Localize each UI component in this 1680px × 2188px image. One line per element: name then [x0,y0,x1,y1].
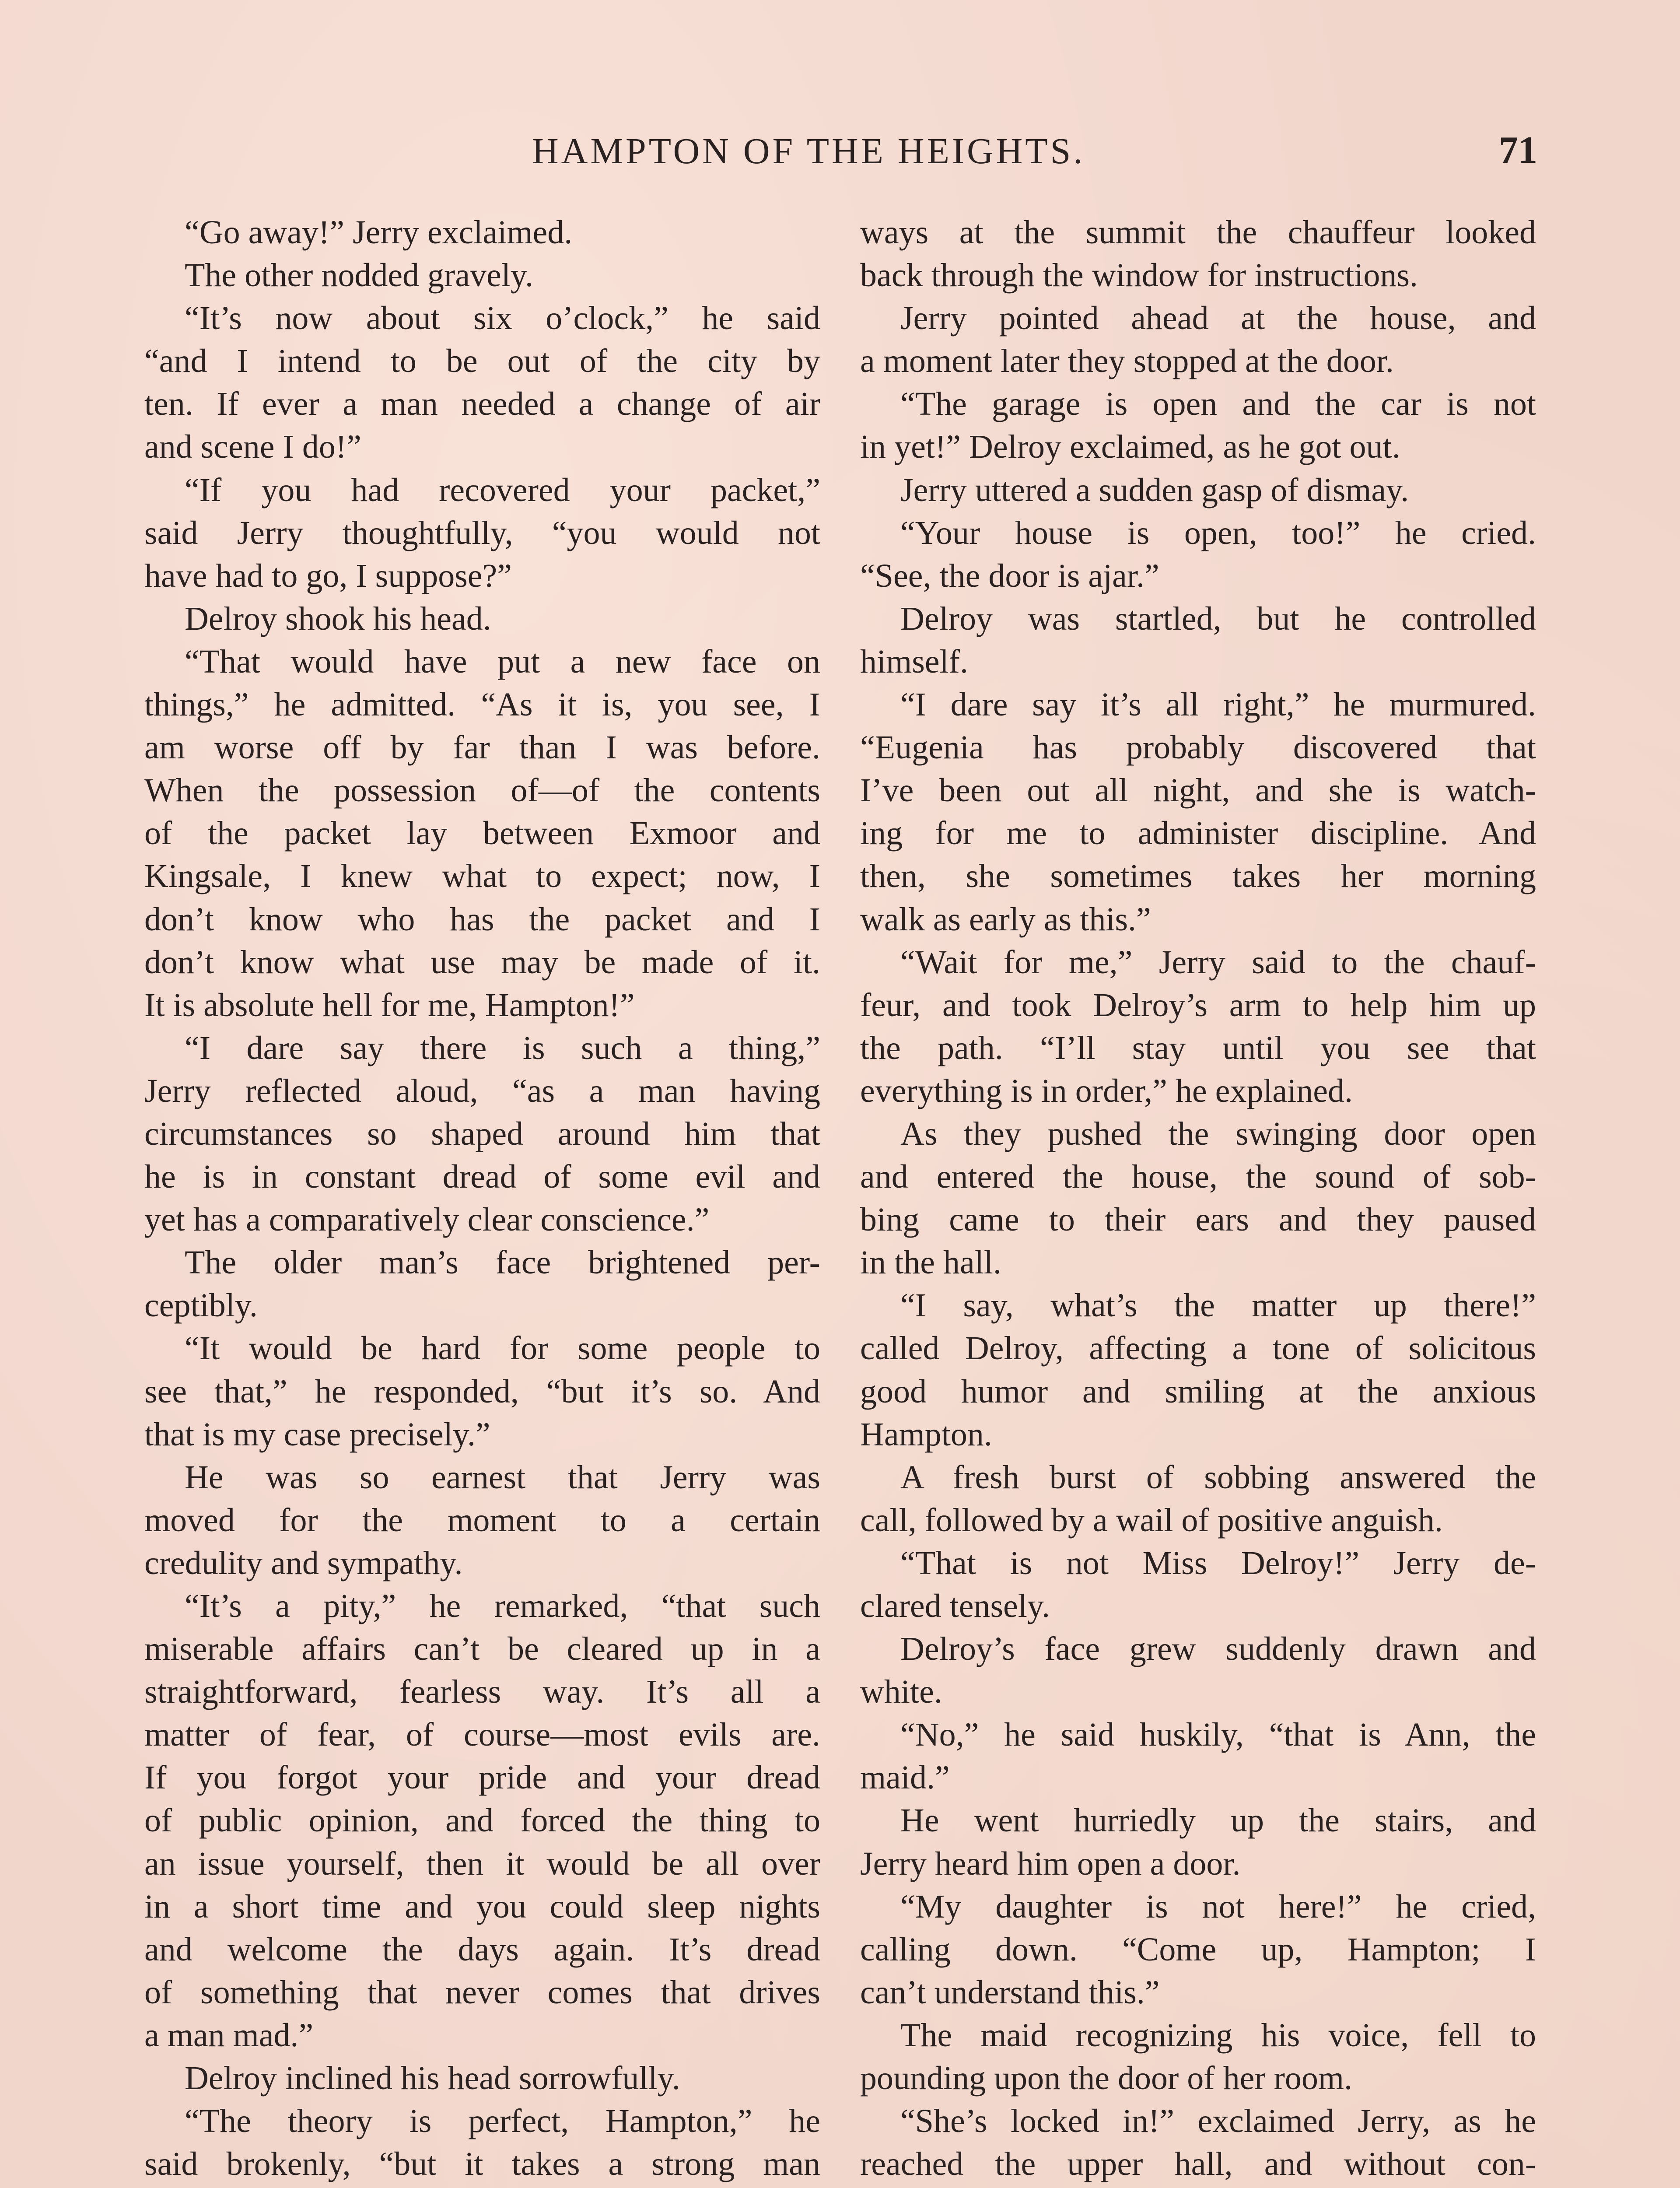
running-head: HAMPTON OF THE HEIGHTS. [532,131,1085,172]
text-line: A fresh burst of sobbing answered the [900,1459,1536,1496]
text-line: “Your house is open, too!” he cried. [900,514,1536,551]
text-line: ten. If ever a man needed a change of air [144,386,820,423]
text-line: called Delroy, affecting a tone of solicitous [860,1330,1536,1367]
text-line: bing came to their ears and they paused [860,1201,1536,1238]
text-line: a moment later they stopped at the door. [860,343,1394,380]
text-line: walk as early as this.” [860,901,1151,938]
text-line: ing for me to administer discipline. And [860,815,1536,852]
text-line: credulity and sympathy. [144,1544,463,1581]
text-line: and welcome the days again. It’s dread [144,1931,820,1968]
text-line: “Go away!” Jerry exclaimed. [185,214,573,251]
text-line: have had to go, I suppose?” [144,557,512,594]
text-line: “It’s a pity,” he remarked, “that such [185,1588,820,1624]
page-number: 71 [1499,129,1537,172]
text-line: miserable affairs can’t be cleared up in a [144,1630,820,1668]
text-line: pounding upon the door of her room. [860,2060,1353,2097]
text-line: He was so earnest that Jerry was [185,1459,820,1496]
text-line: “If you had recovered your packet,” [185,471,820,508]
text-line: When the possession of—of the contents [144,772,820,809]
text-line: If you forgot your pride and your dread [144,1759,820,1796]
text-line: in yet!” Delroy exclaimed, as he got out. [860,428,1400,466]
text-line: white. [860,1673,942,1711]
text-line: straightforward, fearless way. It’s all a [144,1673,820,1711]
text-line: “I dare say there is such a thing,” [185,1029,820,1066]
right-column [860,211,1536,2188]
text-line: Jerry heard him open a door. [860,1845,1241,1882]
text-line: don’t know what use may be made of it. [144,943,820,981]
text-line: calling down. “Come up, Hampton; I [860,1931,1536,1968]
text-line: reached the upper hall, and without con- [860,2146,1536,2183]
text-line: said Jerry thoughtfully, “you would not [144,514,820,551]
text-line: am worse off by far than I was before. [144,729,820,766]
text-line: a man mad.” [144,2016,314,2054]
text-line: he is in constant dread of some evil and [144,1158,820,1196]
text-line [860,2185,1536,2188]
text-line: circumstances so shaped around him that [144,1115,820,1152]
text-line: moved for the moment to a certain [144,1501,820,1539]
text-line: Jerry reflected aloud, “as a man having [144,1072,820,1109]
text-line: “The theory is perfect, Hampton,” he [185,2103,820,2140]
text-line: As they pushed the swinging door open [900,1115,1536,1152]
text-line: back through the window for instructions. [860,257,1418,294]
text-line: “I dare say it’s all right,” he murmured. [900,686,1536,723]
text-line [144,2185,820,2188]
text-line: The other nodded gravely. [185,257,533,294]
text-line: ceptibly. [144,1287,258,1324]
left-column [144,211,820,2188]
text-line: It is absolute hell for me, Hampton!” [144,986,635,1024]
text-line: “and I intend to be out of the city by [144,343,820,380]
text-line: Kingsale, I knew what to expect; now, I [144,858,820,895]
text-line: and scene I do!” [144,428,361,466]
text-line: The older man’s face brightened per- [185,1244,820,1281]
text-line: “It would be hard for some people to [185,1330,820,1367]
text-line: “The garage is open and the car is not [900,386,1536,423]
text-line: The maid recognizing his voice, fell to [900,2016,1536,2054]
text-line: “It’s now about six o’clock,” he said [185,300,820,337]
text-line: He went hurriedly up the stairs, and [900,1802,1536,1839]
text-line: clared tensely. [860,1588,1050,1624]
text-line: “I say, what’s the matter up there!” [900,1287,1536,1324]
text-line: I’ve been out all night, and she is watch- [860,772,1536,809]
text-line: said brokenly, “but it takes a strong man [144,2146,820,2183]
text-line: ways at the summit the chauffeur looked [860,214,1536,251]
text-line: “See, the door is ajar.” [860,557,1159,594]
text-line: good humor and smiling at the anxious [860,1373,1536,1410]
text-line: of something that never comes that drives [144,1974,820,2011]
text-line: in the hall. [860,1244,1001,1281]
text-line: “That is not Miss Delroy!” Jerry de- [900,1544,1536,1581]
text-line: and entered the house, the sound of sob- [860,1158,1536,1196]
text-line: “Eugenia has probably discovered that [860,729,1536,766]
text-line: matter of fear, of course—most evils are. [144,1716,820,1753]
text-line: yet has a comparatively clear conscience.” [144,1201,710,1238]
text-line: the path. “I’ll stay until you see that [860,1029,1536,1066]
text-line: “Wait for me,” Jerry said to the chauf- [900,943,1536,981]
text-line: in a short time and you could sleep nights [144,1888,820,1925]
text-line: call, followed by a wail of positive anguish. [860,1501,1443,1539]
text-line: can’t understand this.” [860,1974,1160,2011]
text-line: “That would have put a new face on [185,643,820,680]
text-line: of the packet lay between Exmoor and [144,815,820,852]
text-line: an issue yourself, then it would be all over [144,1845,820,1882]
text-line: that is my case precisely.” [144,1416,490,1453]
text-line: everything is in order,” he explained. [860,1072,1353,1109]
text-line: feur, and took Delroy’s arm to help him up [860,986,1536,1024]
text-line: himself. [860,643,968,680]
text-line: “My daughter is not here!” he cried, [900,1888,1536,1925]
text-line: Hampton. [860,1416,992,1453]
text-line: don’t know who has the packet and I [144,901,820,938]
text-line: things,” he admitted. “As it is, you see, I [144,686,820,723]
text-line: then, she sometimes takes her morning [860,858,1536,895]
text-line: Jerry uttered a sudden gasp of dismay. [900,471,1409,508]
text-line: “No,” he said huskily, “that is Ann, the [900,1716,1536,1753]
text-line: Delroy inclined his head sorrowfully. [185,2060,680,2097]
text-line: “She’s locked in!” exclaimed Jerry, as he [900,2103,1536,2140]
text-line: Delroy shook his head. [185,600,491,637]
text-line: of public opinion, and forced the thing to [144,1802,820,1839]
text-line: Jerry pointed ahead at the house, and [900,300,1536,337]
text-line: Delroy was startled, but he controlled [900,600,1536,637]
text-line: see that,” he responded, “but it’s so. And [144,1373,820,1410]
text-line: maid.” [860,1759,950,1796]
text-line: Delroy’s face grew suddenly drawn and [900,1630,1536,1668]
